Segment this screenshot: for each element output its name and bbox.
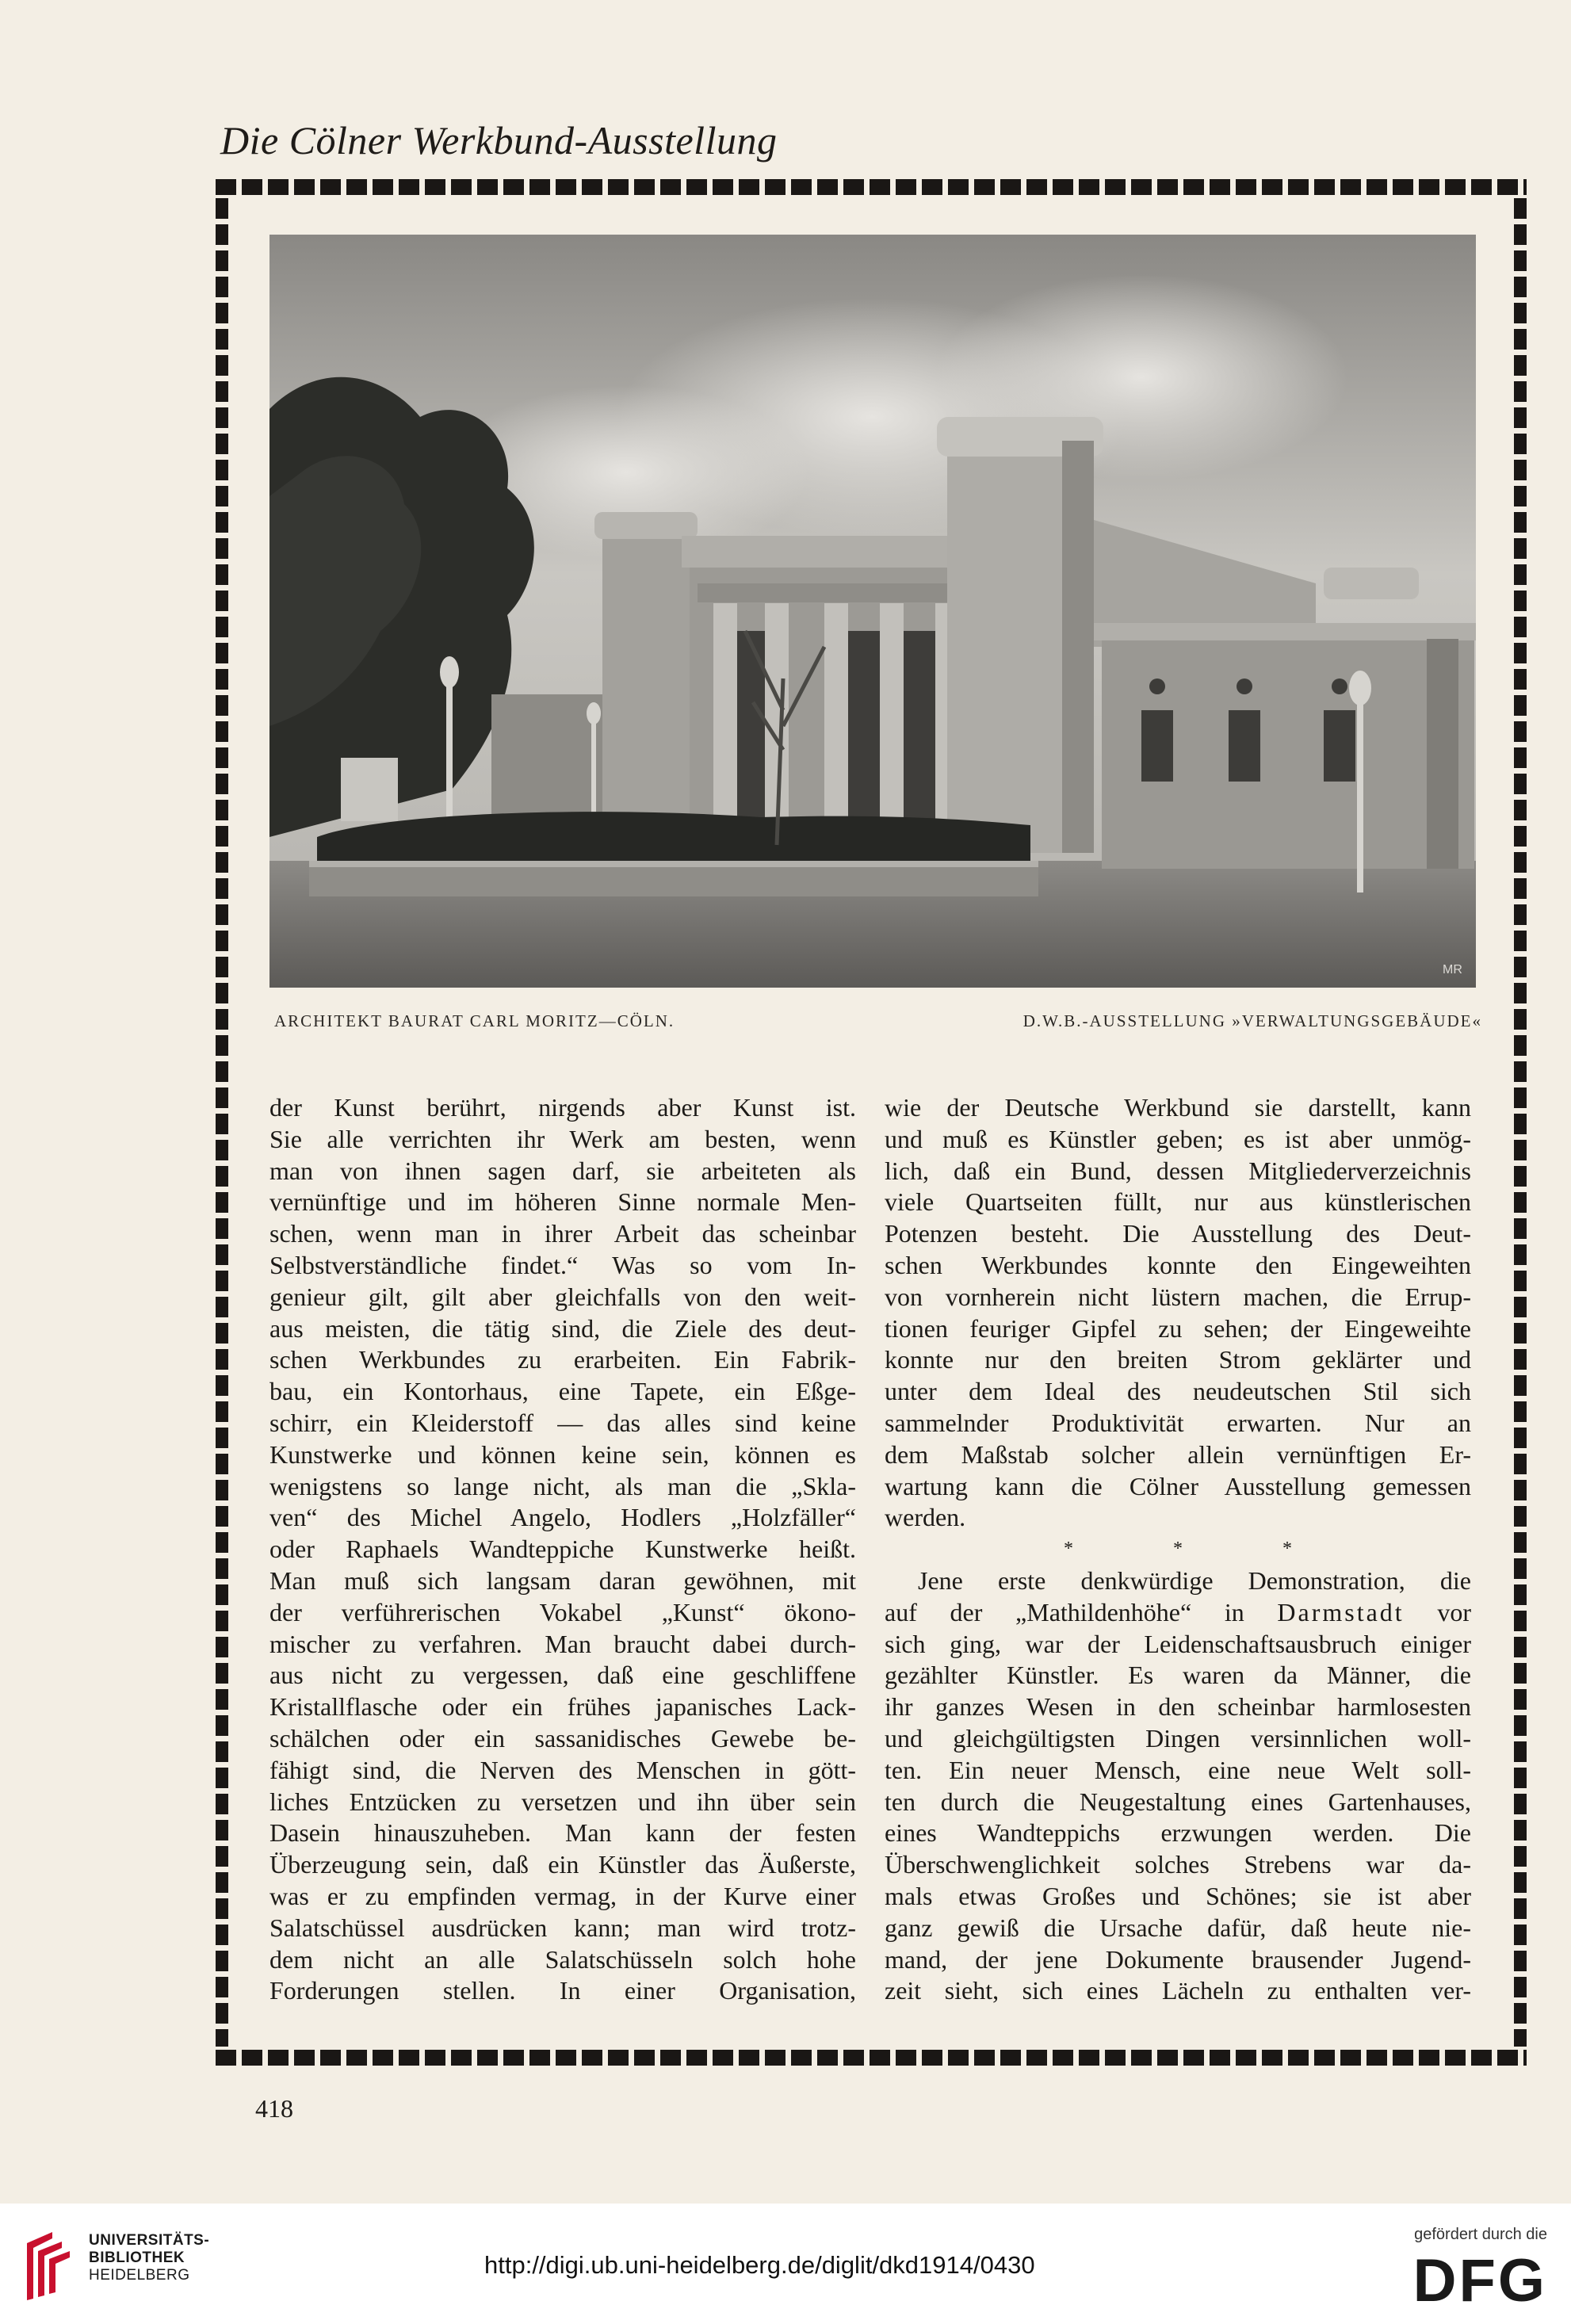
library-name-line: UNIVERSITÄTS- [89, 2232, 210, 2249]
library-name-line: HEIDELBERG [89, 2267, 190, 2284]
photo-caption-architect: ARCHITEKT BAURAT CARL MORITZ—CÖLN. [274, 1011, 675, 1030]
text-line: genieur gilt, gilt aber gleichfalls von den weit- [269, 1282, 856, 1311]
text-line: und gleichgültigsten Dingen versinnlichen woll- [885, 1723, 1471, 1753]
university-library-logo-icon [21, 2227, 73, 2305]
text-line: bau, ein Kontorhaus, eine Tapete, ein Eßge- [269, 1377, 856, 1406]
text-line: lich, daß ein Bund, dessen Mitgliederverzeichnis [885, 1156, 1471, 1185]
text-fragment: vor [1404, 1597, 1472, 1626]
text-line: fähigt sind, die Nerven des Menschen in gött- [269, 1755, 856, 1784]
text-line: ven“ des Michel Angelo, Hodlers „Holzfäller“ [269, 1503, 856, 1532]
place-name: Darmstadt [1277, 1597, 1405, 1626]
text-line: aus nicht zu vergessen, daß eine geschliffene [269, 1661, 856, 1690]
text-line: sammelnder Produktivität erwarten. Nur an [885, 1408, 1471, 1437]
text-line: ihr ganzes Wesen in den scheinbar harmlosesten [885, 1692, 1471, 1722]
text-line: oder Raphaels Wandteppiche Kunstwerke heißt. [269, 1535, 856, 1564]
text-line: gezählter Künstler. Es waren da Männer, die [885, 1661, 1471, 1690]
text-line: Kunstwerke und können keine sein, können es [269, 1439, 856, 1469]
text-line: ten. Ein neuer Mensch, eine neue Welt soll- [885, 1755, 1471, 1784]
text-line: der Kunst berührt, nirgends aber Kunst ist. [269, 1093, 856, 1122]
text-line: schirr, ein Kleiderstoff — das alles sind keine [269, 1408, 856, 1437]
text-line: liches Entzücken zu versetzen und ihn über sein [269, 1787, 856, 1816]
text-line: mischer zu verfahren. Man braucht dabei durch- [269, 1629, 856, 1658]
text-line: was er zu empfinden vermag, in der Kurve einer [269, 1881, 856, 1910]
text-line: schen, wenn man in ihrer Arbeit das scheinbar [269, 1219, 856, 1248]
text-line: unter dem Ideal des neudeutschen Stil sich [885, 1377, 1471, 1406]
text-column-left [269, 1092, 856, 2007]
text-line: Salatschüssel ausdrücken kann; man wird trotz- [269, 1913, 856, 1942]
section-break: * * * [1064, 1539, 1340, 1560]
text-line: ganz gewiß die Ursache dafür, daß heute nie- [885, 1913, 1471, 1942]
text-line: Kristallflasche oder ein frühes japanisches Lack- [269, 1692, 856, 1722]
text-line: Dasein hinauszuheben. Man kann der festen [269, 1818, 856, 1848]
text-line: man von ihnen sagen darf, sie arbeiteten als [269, 1156, 856, 1185]
text-line: Sie alle verrichten ihr Werk am besten, wenn [269, 1124, 856, 1153]
text-line: schen Werkbundes konnte den Eingeweihten [885, 1250, 1471, 1279]
text-line: Jene erste denkwürdige Demonstration, die [918, 1565, 1471, 1595]
text-line: dem nicht an alle Salatschüsseln solch hohe [269, 1944, 856, 1974]
text-line: und muß es Künstler geben; es ist aber unmög- [885, 1124, 1471, 1153]
text-line: mand, der jene Dokumente brausender Jugend- [885, 1944, 1471, 1974]
university-library-name [89, 2232, 209, 2284]
photo-illustration [269, 235, 1476, 988]
text-line: wenigstens so lange nicht, als man die „Skla- [269, 1471, 856, 1500]
page-number: 418 [255, 2094, 293, 2123]
text-line: schälchen oder ein sassanidisches Gewebe be- [269, 1723, 856, 1753]
text-line: Man muß sich langsam daran gewöhnen, mit [269, 1565, 856, 1595]
library-name-line: BIBLIOTHEK [89, 2249, 185, 2266]
text-line: Überzeugung sein, daß ein Künstler das Äußerste, [269, 1850, 856, 1879]
photo-caption-title: D.W.B.-AUSSTELLUNG »VERWALTUNGSGEBÄUDE« [1022, 1011, 1482, 1030]
text-line: dem Maßstab solcher allein vernünftigen Er- [885, 1439, 1471, 1469]
text-line: mals etwas Großes und Schönes; sie ist aber [885, 1881, 1471, 1910]
text-line: Forderungen stellen. In einer Organisation, [269, 1976, 856, 2005]
text-line: wartung kann die Cölner Ausstellung gemessen [885, 1471, 1471, 1500]
text-fragment: auf der „Mathildenhöhe“ in [885, 1597, 1278, 1626]
frame-right-border [1514, 198, 1527, 2047]
text-line: eines Wandteppichs erzwungen werden. Die [885, 1818, 1471, 1848]
permalink-url[interactable]: http://digi.ub.uni-heidelberg.de/diglit/dkd1914/0430 [484, 2251, 1035, 2279]
digitization-footer [0, 2204, 1571, 2324]
text-line: sich ging, war der Leidenschaftsausbruch einiger [885, 1629, 1471, 1658]
running-head: Die Cölner Werkbund-Ausstellung [220, 118, 778, 162]
frame-top-border [216, 179, 1527, 195]
text-line: Selbstverständliche findet.“ Was so vom In- [269, 1250, 856, 1279]
text-line: zeit sieht, sich eines Lächeln zu enthalten ver- [885, 1976, 1471, 2005]
text-column-right [885, 1092, 1471, 2007]
text-line: Überschwenglichkeit solches Strebens war da- [885, 1850, 1471, 1879]
dfg-logo: DFG [1412, 2247, 1547, 2314]
frame-left-border [216, 198, 228, 2047]
text-line: vernünftige und im höheren Sinne normale Men- [269, 1187, 856, 1217]
text-line: werden. [885, 1503, 966, 1532]
building-photograph [269, 235, 1476, 988]
funding-caption: gefördert durch die [1414, 2226, 1547, 2243]
text-line: aus meisten, die tätig sind, die Ziele des deut- [269, 1313, 856, 1343]
text-line: wie der Deutsche Werkbund sie darstellt, kann [885, 1093, 1471, 1122]
text-line: tionen feuriger Gipfel zu sehen; der Eingeweihte [885, 1313, 1471, 1343]
text-line: Potenzen besteht. Die Ausstellung des Deut- [885, 1219, 1471, 1248]
text-line: schen Werkbundes zu erarbeiten. Ein Fabrik- [269, 1345, 856, 1374]
text-line: ten durch die Neugestaltung eines Gartenhauses, [885, 1787, 1471, 1816]
text-line: der verführerischen Vokabel „Kunst“ ökono- [269, 1597, 856, 1626]
frame-bottom-border [216, 2050, 1527, 2066]
photo-watermark: MR [1443, 963, 1462, 977]
text-line: konnte nur den breiten Strom geklärter und [885, 1345, 1471, 1374]
text-line: viele Quartseiten füllt, nur aus künstlerischen [885, 1187, 1471, 1217]
text-line-darmstadt [885, 1597, 1471, 1629]
text-line: von vornherein nicht lüstern machen, die Errup- [885, 1282, 1471, 1311]
